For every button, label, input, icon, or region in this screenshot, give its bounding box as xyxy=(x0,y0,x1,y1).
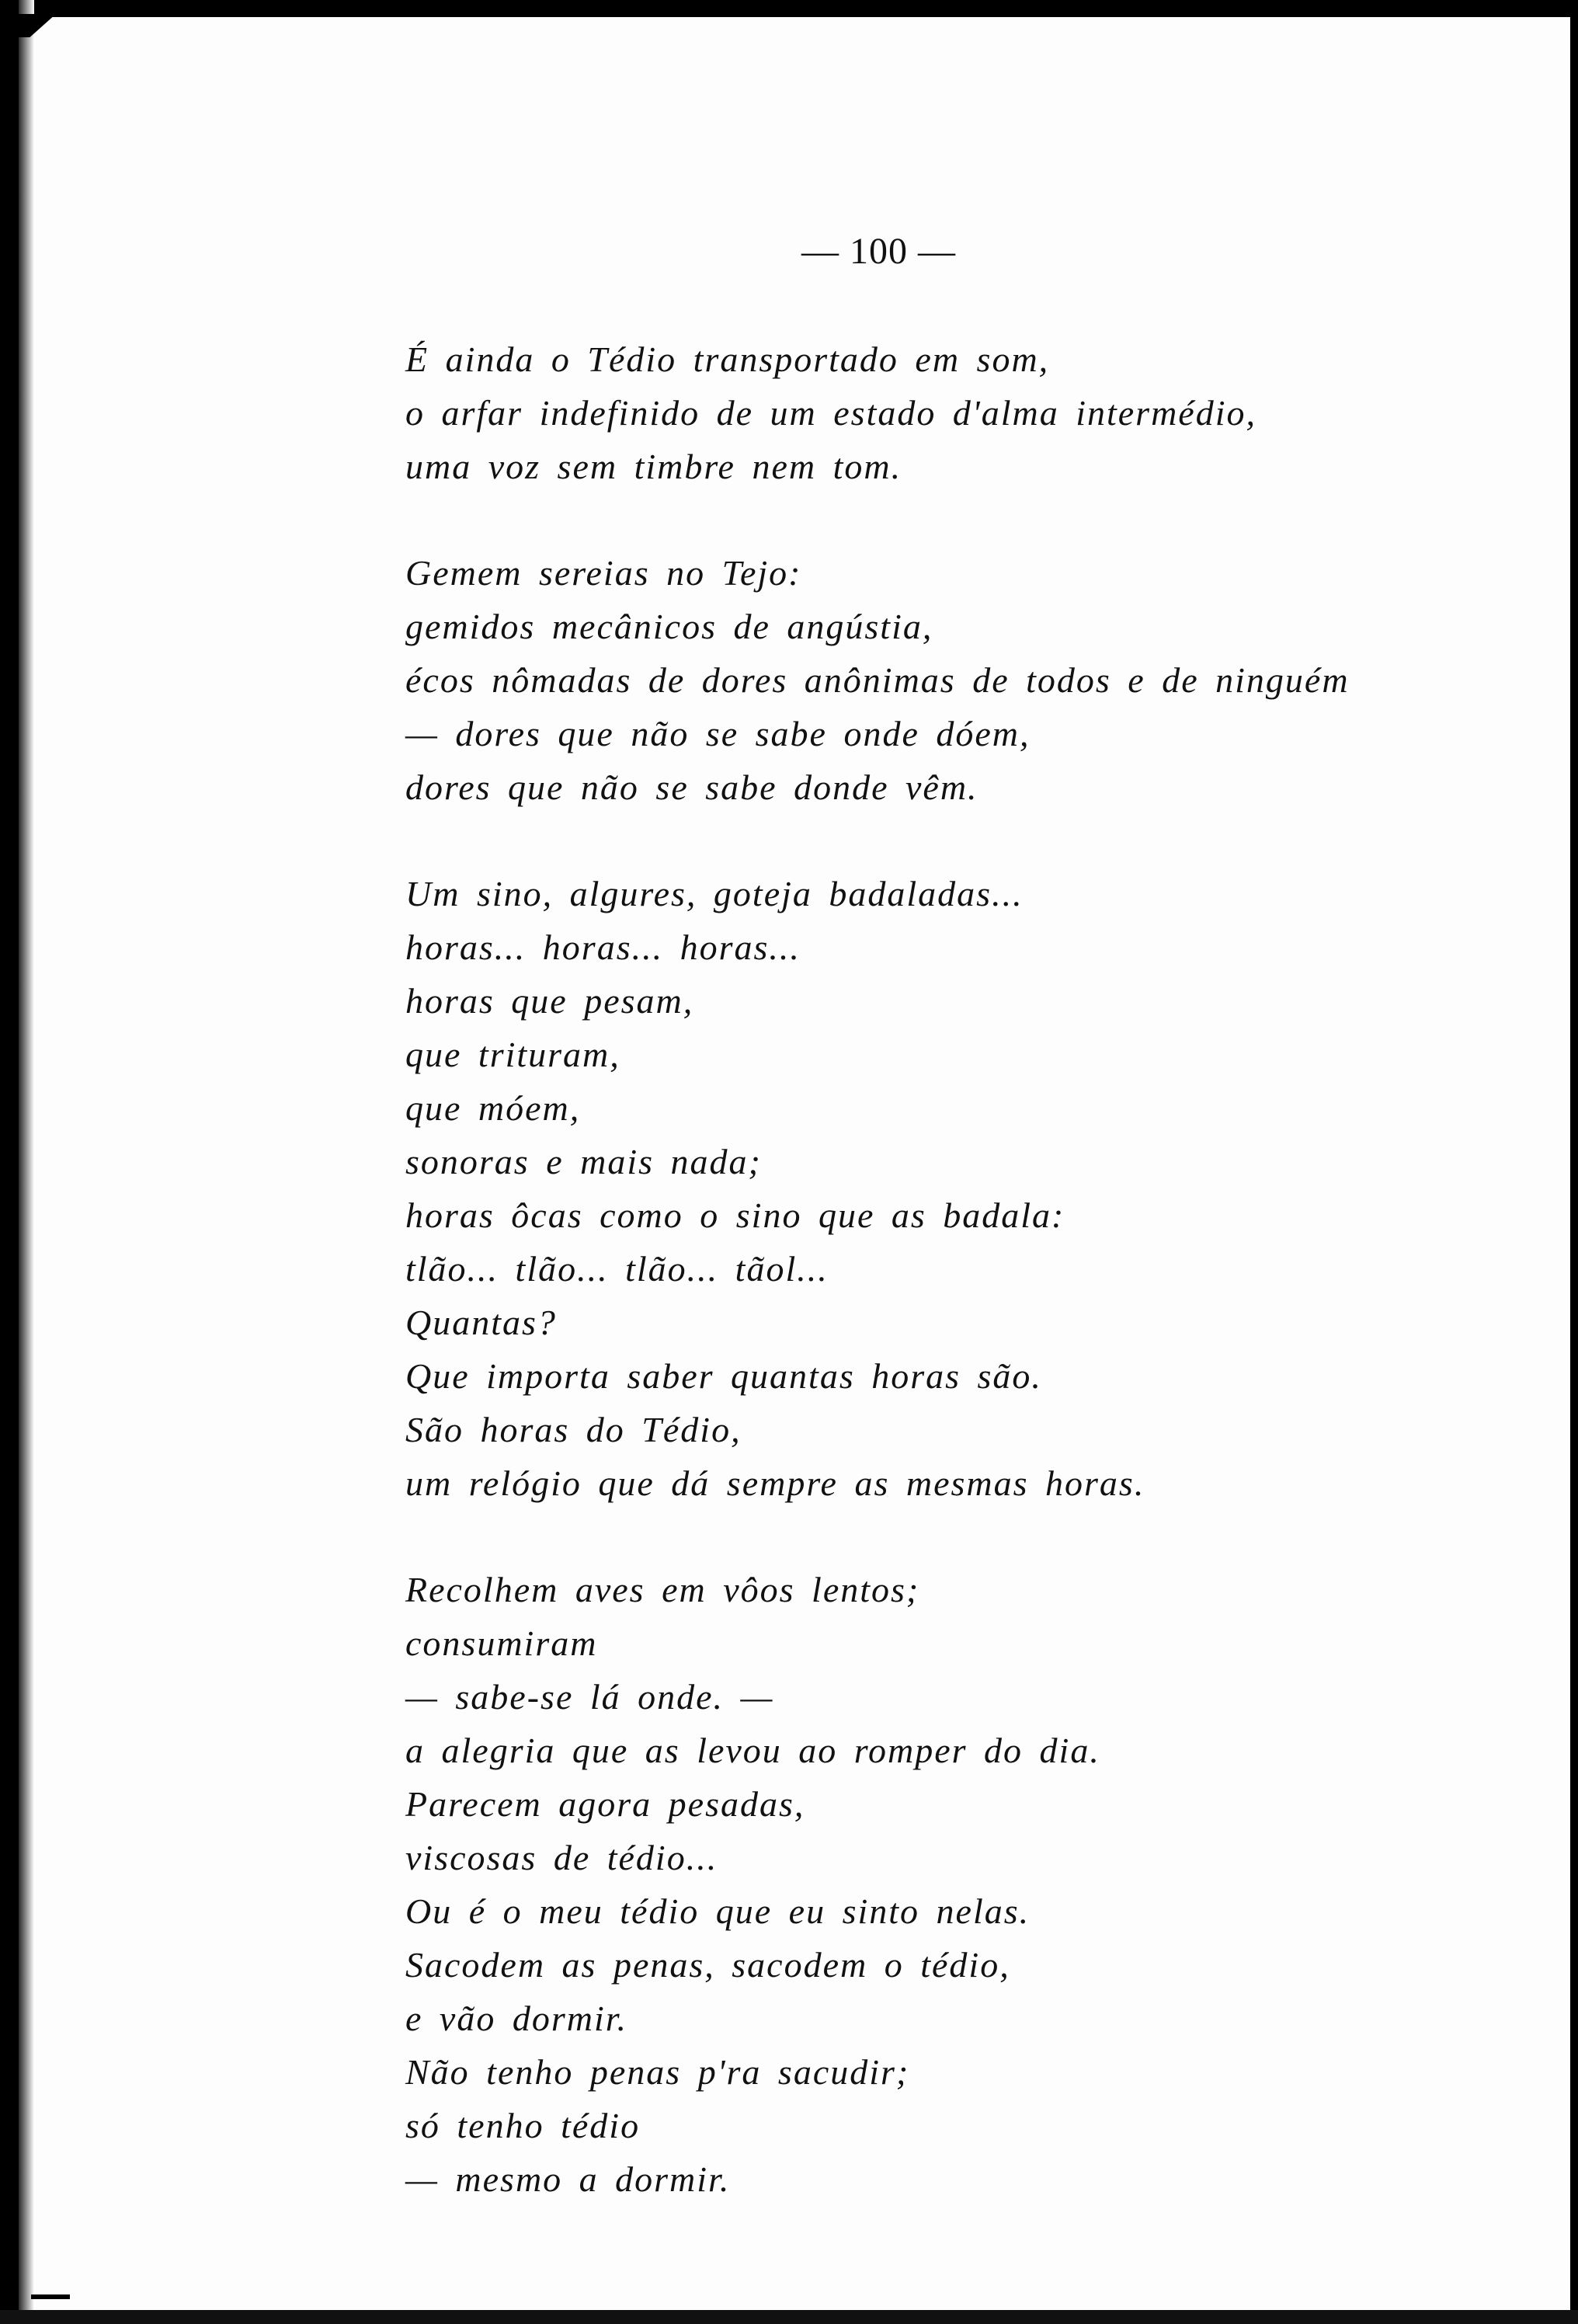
page-number: — 100 — xyxy=(801,231,956,272)
poem-body xyxy=(405,332,1493,2259)
poem-line: Sacodem as penas, sacodem o tédio, xyxy=(405,1945,1010,1985)
poem-line: e vão dormir. xyxy=(405,1999,628,2038)
poem-line: — dores que não se sabe onde dóem, xyxy=(405,714,1031,753)
poem-line: dores que não se sabe donde vêm. xyxy=(405,767,978,807)
poem-line: horas ôcas como o sino que as badala: xyxy=(405,1195,1065,1235)
poem-line: horas que pesam, xyxy=(405,981,694,1021)
poem-line: écos nômadas de dores anônimas de todos e de ninguém xyxy=(405,660,1350,700)
poem-line: o arfar indefinido de um estado d'alma intermédio, xyxy=(405,393,1256,433)
poem-line: consumiram xyxy=(405,1623,598,1663)
poem-line: É ainda o Tédio transportado em som, xyxy=(405,339,1050,379)
poem-line: Quantas? xyxy=(405,1303,557,1342)
scan-border-right xyxy=(1570,0,1578,2324)
scan-border-top xyxy=(0,0,1578,17)
poem-line: — sabe-se lá onde. — xyxy=(405,1677,774,1717)
stanza-4 xyxy=(405,1563,1493,2206)
poem-line: Que importa saber quantas horas são. xyxy=(405,1356,1042,1396)
stanza-1 xyxy=(405,332,1493,493)
poem-line: — mesmo a dormir. xyxy=(405,2159,731,2199)
poem-line: Não tenho penas p'ra sacudir; xyxy=(405,2052,910,2092)
poem-line: São horas do Tédio, xyxy=(405,1410,742,1449)
poem-line: que trituram, xyxy=(405,1035,620,1074)
poem-line: gemidos mecânicos de angústia, xyxy=(405,607,933,646)
poem-line: um relógio que dá sempre as mesmas horas. xyxy=(405,1463,1145,1503)
scan-border-left xyxy=(0,0,19,2324)
poem-line: Parecem agora pesadas, xyxy=(405,1784,805,1824)
poem-line: tlão... tlão... tlão... tãol... xyxy=(405,1249,829,1289)
poem-line: viscosas de tédio... xyxy=(405,1838,718,1877)
poem-line: Ou é o meu tédio que eu sinto nelas. xyxy=(405,1891,1031,1931)
poem-line: uma voz sem timbre nem tom. xyxy=(405,447,902,486)
poem-line: Um sino, algures, goteja badaladas... xyxy=(405,874,1024,913)
poem-line: Recolhem aves em vôos lentos; xyxy=(405,1570,920,1609)
poem-line: só tenho tédio xyxy=(405,2106,641,2145)
poem-line: sonoras e mais nada; xyxy=(405,1142,762,1181)
stanza-2 xyxy=(405,546,1493,814)
poem-line: a alegria que as levou ao romper do dia. xyxy=(405,1731,1100,1770)
scan-shadow-left xyxy=(19,0,34,2324)
stanza-3 xyxy=(405,867,1493,1510)
scan-border-bottom xyxy=(0,2310,1578,2324)
poem-line: horas... horas... horas... xyxy=(405,927,801,967)
poem-line: Gemem sereias no Tejo: xyxy=(405,553,802,593)
scan-bottom-mark xyxy=(31,2294,70,2299)
poem-line: que móem, xyxy=(405,1088,581,1128)
scan-corner-mark xyxy=(19,14,56,37)
